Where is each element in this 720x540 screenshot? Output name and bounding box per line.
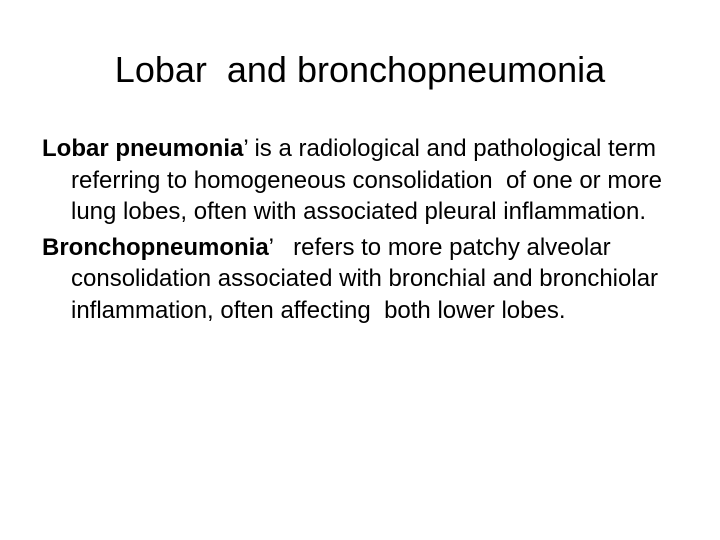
paragraph-text: ’ refers to more patchy alveolar consolidation associated with bronchial and bronchiolar inflammation, often affecting both lower lobes. xyxy=(71,233,665,324)
paragraph-bronchopneumonia xyxy=(42,232,702,327)
term-bronchopneumonia: Bronchopneumonia xyxy=(42,233,269,261)
slide-title: Lobar and bronchopneumonia xyxy=(114,49,606,90)
term-lobar-pneumonia: Lobar pneumonia xyxy=(42,135,244,162)
paragraph-text: ’ is a radiological and pathological term referring to homogeneous consolidation of one or more lung lobes, often with associated pleural inflammation. xyxy=(71,135,669,225)
slide-body xyxy=(42,133,702,330)
paragraph-lobar-pneumonia xyxy=(42,133,702,228)
